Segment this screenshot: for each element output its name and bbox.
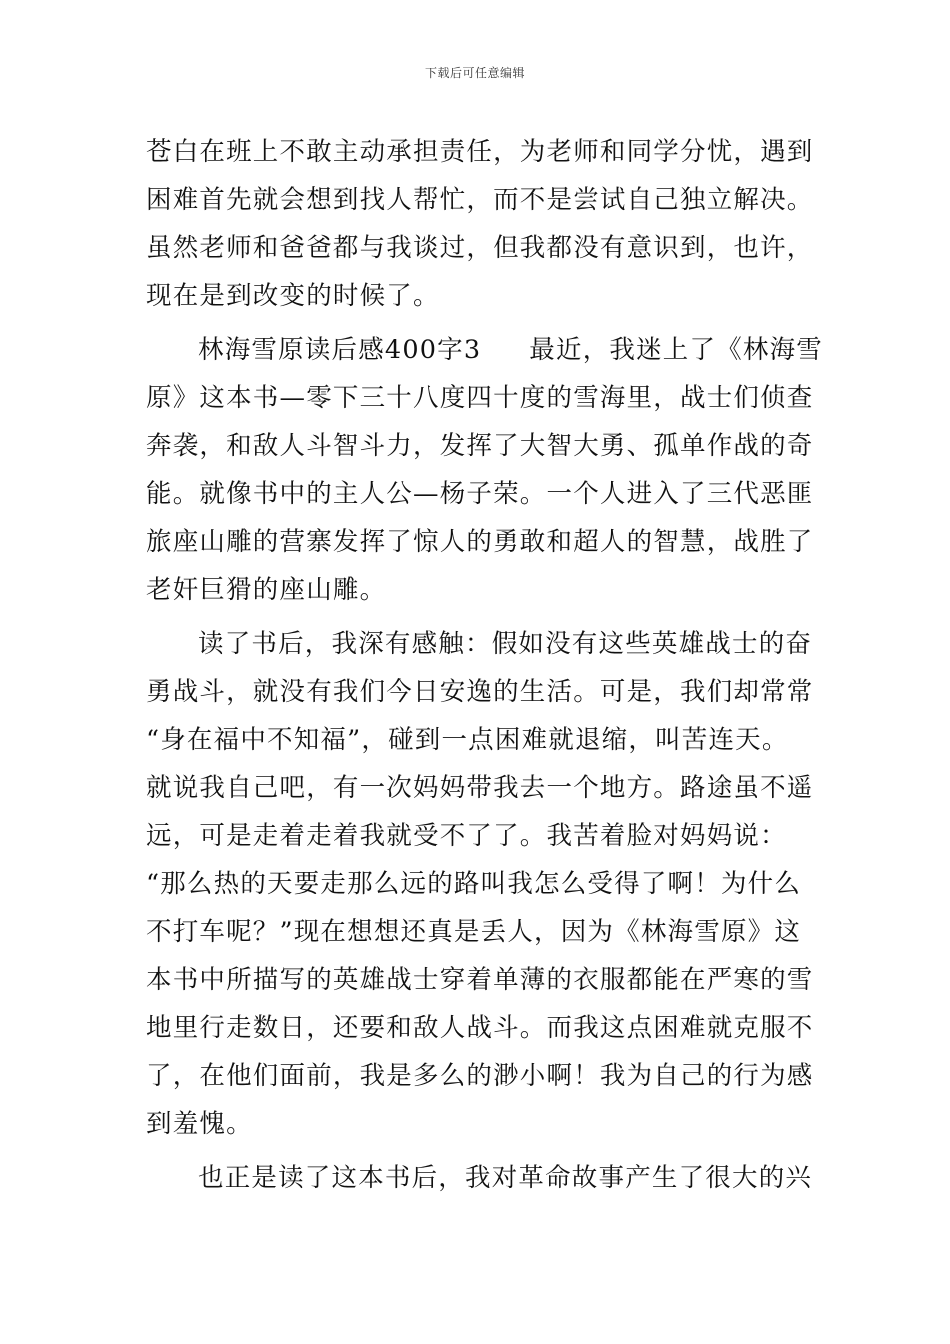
text-line: 现在是到改变的时候了。 xyxy=(146,281,440,311)
text-line: “那么热的天要走那么远的路叫我怎么受得了啊！为什么 xyxy=(146,869,802,899)
document-body xyxy=(146,128,823,1202)
page-header: 下载后可任意编辑 xyxy=(424,66,525,80)
heading-line xyxy=(146,326,823,374)
text-line: 地里行走数日，还要和敌人战斗。而我这点困难就克服不 xyxy=(146,1013,814,1043)
text-line: 奔袭，和敌人斗智斗力，发挥了大智大勇、孤单作战的奇 xyxy=(146,431,814,461)
paragraph-1 xyxy=(146,128,814,320)
text-line: 读了书后，我深有感触：假如没有这些英雄战士的奋 xyxy=(198,629,813,659)
text-line: 旅座山雕的营寨发挥了惊人的勇敢和超人的智慧，战胜了 xyxy=(146,527,814,557)
text-line: 远，可是走着走着我就受不了了。我苦着脸对妈妈说： xyxy=(146,821,787,851)
text-line: 老奸巨猾的座山雕。 xyxy=(146,575,387,605)
text-line: 勇战斗，就没有我们今日安逸的生活。可是，我们却常常 xyxy=(146,677,814,707)
text-line: 本书中所描写的英雄战士穿着单薄的衣服都能在严寒的雪 xyxy=(146,965,814,995)
text-line: 就说我自己吧，有一次妈妈带我去一个地方。路途虽不遥 xyxy=(146,773,814,803)
section-heading: 林海雪原读后感400字3 xyxy=(198,335,482,365)
text-line: 能。就像书中的主人公—杨子荣。一个人进入了三代恶匪 xyxy=(146,479,814,509)
paragraph-3 xyxy=(146,620,814,1148)
text-line: 最近，我迷上了《林海雪 xyxy=(529,335,823,365)
text-line: “身在福中不知福”，碰到一点困难就退缩，叫苦连天。 xyxy=(146,725,789,755)
text-line: 苍白在班上不敢主动承担责任，为老师和同学分忧，遇到 xyxy=(146,137,814,167)
text-line: 不打车呢？”现在想想还真是丢人，因为《林海雪原》这 xyxy=(146,917,802,947)
text-line: 虽然老师和爸爸都与我谈过，但我都没有意识到，也许， xyxy=(146,233,814,263)
text-line: 也正是读了这本书后，我对革命故事产生了很大的兴 xyxy=(198,1163,813,1193)
text-line: 原》这本书—零下三十八度四十度的雪海里，战士们侦查 xyxy=(146,383,814,413)
text-line: 了，在他们面前，我是多么的渺小啊！我为自己的行为感 xyxy=(146,1061,814,1091)
text-line: 到羞愧。 xyxy=(146,1109,253,1139)
paragraph-4 xyxy=(146,1154,813,1202)
paragraph-2 xyxy=(146,326,823,614)
text-line: 困难首先就会想到找人帮忙，而不是尝试自己独立解决。 xyxy=(146,185,814,215)
